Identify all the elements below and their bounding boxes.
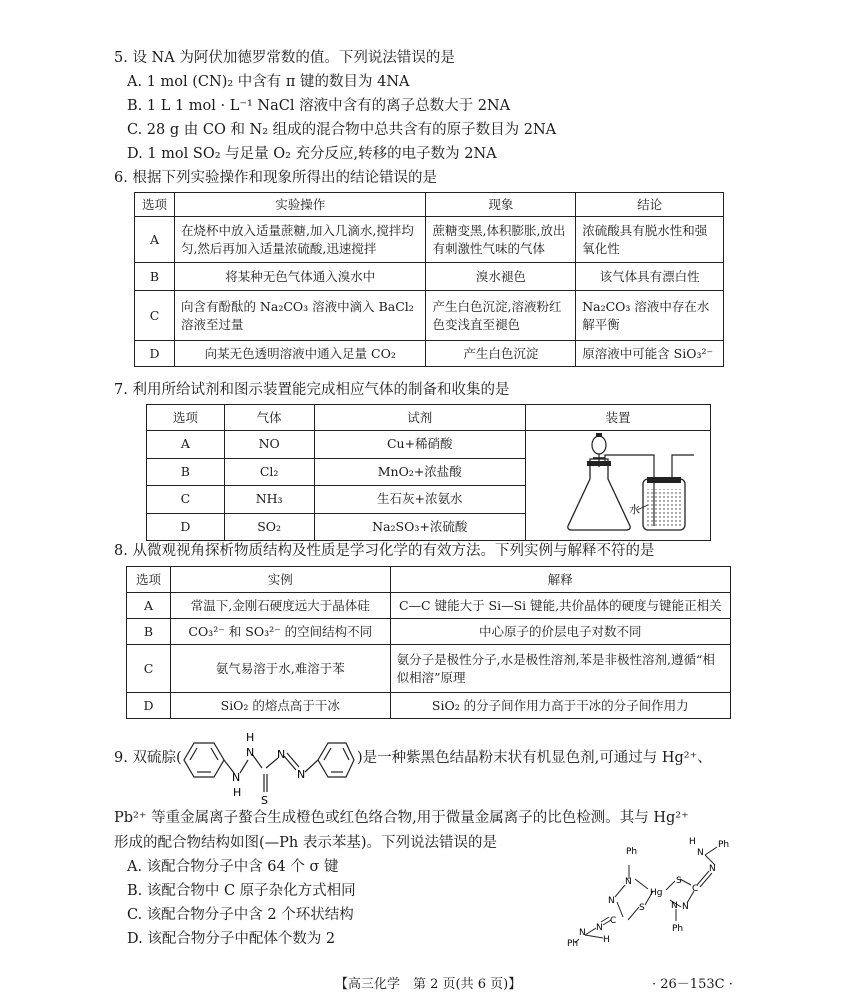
q6-cell-option: C [135,291,175,341]
q9-option-b: B. 该配合物中 C 原子杂化方式相同 [127,883,356,899]
complex-h-2: H [689,837,696,847]
complex-c-2: C [692,884,699,894]
q8-header-example: 实例 [170,567,390,593]
complex-ph-2: Ph [672,924,684,934]
q7-header-apparatus: 装置 [525,405,710,431]
q9-option-a: A. 该配合物分子中含 64 个 σ 键 [127,859,339,875]
complex-n-8: N [697,848,704,858]
q7-cell-option: C [147,486,225,514]
q6-table [134,192,724,367]
dithizone-h1: H [233,786,242,799]
q6-cell-phenomenon: 产生白色沉淀 [426,341,576,367]
complex-h-1: H [603,935,610,945]
q9-stem-line3: 形成的配合物结构如图(—Ph 表示苯基)。下列说法错误的是 [114,835,498,851]
q6-cell-conclusion: 该气体具有漂白性 [576,263,724,291]
q7-cell-option: D [147,513,225,541]
table-row [127,619,731,645]
q9-stem-start: 9. 双硫腙( [114,750,182,766]
hg-complex-structure [563,835,743,950]
q7-header-reagent: 试剂 [314,405,525,431]
q6-stem: 6. 根据下列实验操作和现象所得出的结论错误的是 [114,170,437,186]
q5-option-b: B. 1 L 1 mol · L⁻¹ NaCl 溶液中含有的离子总数大于 2NA [127,98,511,114]
table-row [147,431,711,459]
q6-cell-operation: 在烧杯中放入适量蔗糖,加入几滴水,搅拌均匀,然后再加入适量浓硫酸,迅速搅拌 [174,217,426,263]
water-label: 水 [628,503,640,516]
q6-cell-phenomenon: 蔗糖变黑,体积膨胀,放出有刺激性气味的气体 [426,217,576,263]
table-row [127,593,731,619]
complex-s-2: S [676,876,682,886]
q8-cell-explanation: C—C 键能大于 Si—Si 键能,共价晶体的硬度与键能正相关 [390,593,730,619]
q7-cell-gas: NO [224,431,314,459]
table-row [135,217,724,263]
q8-cell-example: 氨气易溶于水,难溶于苯 [170,645,390,693]
q8-cell-option: B [127,619,171,645]
q5-option-c: C. 28 g 由 CO 和 N₂ 组成的混合物中总共含有的原子数目为 2NA [127,122,557,138]
q5-stem: 5. 设 NA 为阿伏加德罗常数的值。下列说法错误的是 [114,50,455,66]
q6-cell-option: A [135,217,175,263]
gas-apparatus-diagram [526,431,709,535]
dithizone-n1: N [232,771,241,784]
q9-option-d: D. 该配合物分子中配体个数为 2 [127,931,336,947]
dithizone-structure [178,728,356,806]
q7-cell-reagent: Na₂SO₃+浓硫酸 [314,513,525,541]
q9-stem-line2: Pb²⁺ 等重金属离子螯合生成橙色或红色络合物,用于微量金属离子的比色检测。其与 Hg²⁺ [114,810,689,826]
q6-cell-operation: 向某无色透明溶液中通入足量 CO₂ [174,341,426,367]
q7-cell-gas: NH₃ [224,486,314,514]
table-row [135,263,724,291]
q6-cell-operation: 向含有酚酞的 Na₂CO₃ 溶液中滴入 BaCl₂ 溶液至过量 [174,291,426,341]
q7-header-option: 选项 [147,405,225,431]
dithizone-s: S [261,794,268,806]
q7-cell-gas: Cl₂ [224,458,314,486]
complex-n-7: N [709,864,716,874]
q7-cell-reagent: MnO₂+浓盐酸 [314,458,525,486]
q8-cell-example: SiO₂ 的熔点高于干冰 [170,693,390,719]
complex-ph-4: Ph [718,840,730,850]
complex-c-1: C [610,916,617,926]
page-footer-code: · 26－153C · [652,977,733,992]
q8-header-explanation: 解释 [390,567,730,593]
complex-ph-1: Ph [626,847,638,857]
table-row [127,645,731,693]
dithizone-n3: N [277,748,286,761]
q6-cell-phenomenon: 产生白色沉淀,溶液粉红色变浅直至褪色 [426,291,576,341]
q8-stem: 8. 从微观视角探析物质结构及性质是学习化学的有效方法。下列实例与解释不符的是 [114,543,655,559]
q6-header-conclusion: 结论 [576,193,724,217]
q6-cell-operation: 将某种无色气体通入溴水中 [174,263,426,291]
q7-header-gas: 气体 [224,405,314,431]
q8-cell-example: CO₃²⁻ 和 SO₃²⁻ 的空间结构不同 [170,619,390,645]
q6-header-operation: 实验操作 [174,193,426,217]
q8-cell-option: A [127,593,171,619]
q6-header-option: 选项 [135,193,175,217]
table-row [135,341,724,367]
q8-cell-option: C [127,645,171,693]
q7-cell-option: A [147,431,225,459]
complex-ph-3: Ph [567,939,579,949]
q5-option-a: A. 1 mol (CN)₂ 中含有 π 键的数目为 4NA [127,74,410,90]
q7-cell-reagent: 生石灰+浓氨水 [314,486,525,514]
page-footer-center: 【高三化学 第 2 页(共 6 页)】 [335,977,522,992]
q7-stem: 7. 利用所给试剂和图示装置能完成相应气体的制备和收集的是 [114,382,510,398]
q6-cell-option: B [135,263,175,291]
q7-cell-reagent: Cu+稀硝酸 [314,431,525,459]
q8-cell-example: 常温下,金刚石硬度远大于晶体硅 [170,593,390,619]
table-row [135,291,724,341]
complex-n-3: N [682,902,689,912]
complex-n-1: N [625,877,632,887]
complex-hg: Hg [650,888,663,898]
q8-table [126,566,731,719]
dithizone-n4: N [297,768,306,781]
complex-s-1: S [639,903,645,913]
complex-n-2: N [608,896,615,906]
q8-cell-explanation: 氨分子是极性分子,水是极性溶剂,苯是非极性溶剂,遵循“相似相溶”原理 [390,645,730,693]
dithizone-h2: H [246,731,255,744]
q7-table [146,404,711,541]
q5-option-d: D. 1 mol SO₂ 与足量 O₂ 充分反应,转移的电子数为 2NA [127,146,497,162]
q9-option-c: C. 该配合物分子中含 2 个环状结构 [127,907,354,923]
q8-header-option: 选项 [127,567,171,593]
q9-stem-end: )是一种紫黑色结晶粉末状有机显色剂,可通过与 Hg²⁺、 [357,750,712,766]
complex-n-5: N [596,923,603,933]
q7-cell-option: B [147,458,225,486]
q8-cell-option: D [127,693,171,719]
complex-n-4: N [671,901,678,911]
q6-cell-conclusion: Na₂CO₃ 溶液中存在水解平衡 [576,291,724,341]
q6-cell-conclusion: 原溶液中可能含 SiO₃²⁻ [576,341,724,367]
dithizone-n2: N [246,746,255,759]
q6-header-phenomenon: 现象 [426,193,576,217]
table-row [127,693,731,719]
q7-cell-gas: SO₂ [224,513,314,541]
q6-cell-option: D [135,341,175,367]
q6-cell-conclusion: 浓硫酸具有脱水性和强氧化性 [576,217,724,263]
complex-n-6: N [579,928,586,938]
q7-apparatus-cell [525,431,710,541]
q8-cell-explanation: SiO₂ 的分子间作用力高于干冰的分子间作用力 [390,693,730,719]
q6-cell-phenomenon: 溴水褪色 [426,263,576,291]
q8-cell-explanation: 中心原子的价层电子对数不同 [390,619,730,645]
